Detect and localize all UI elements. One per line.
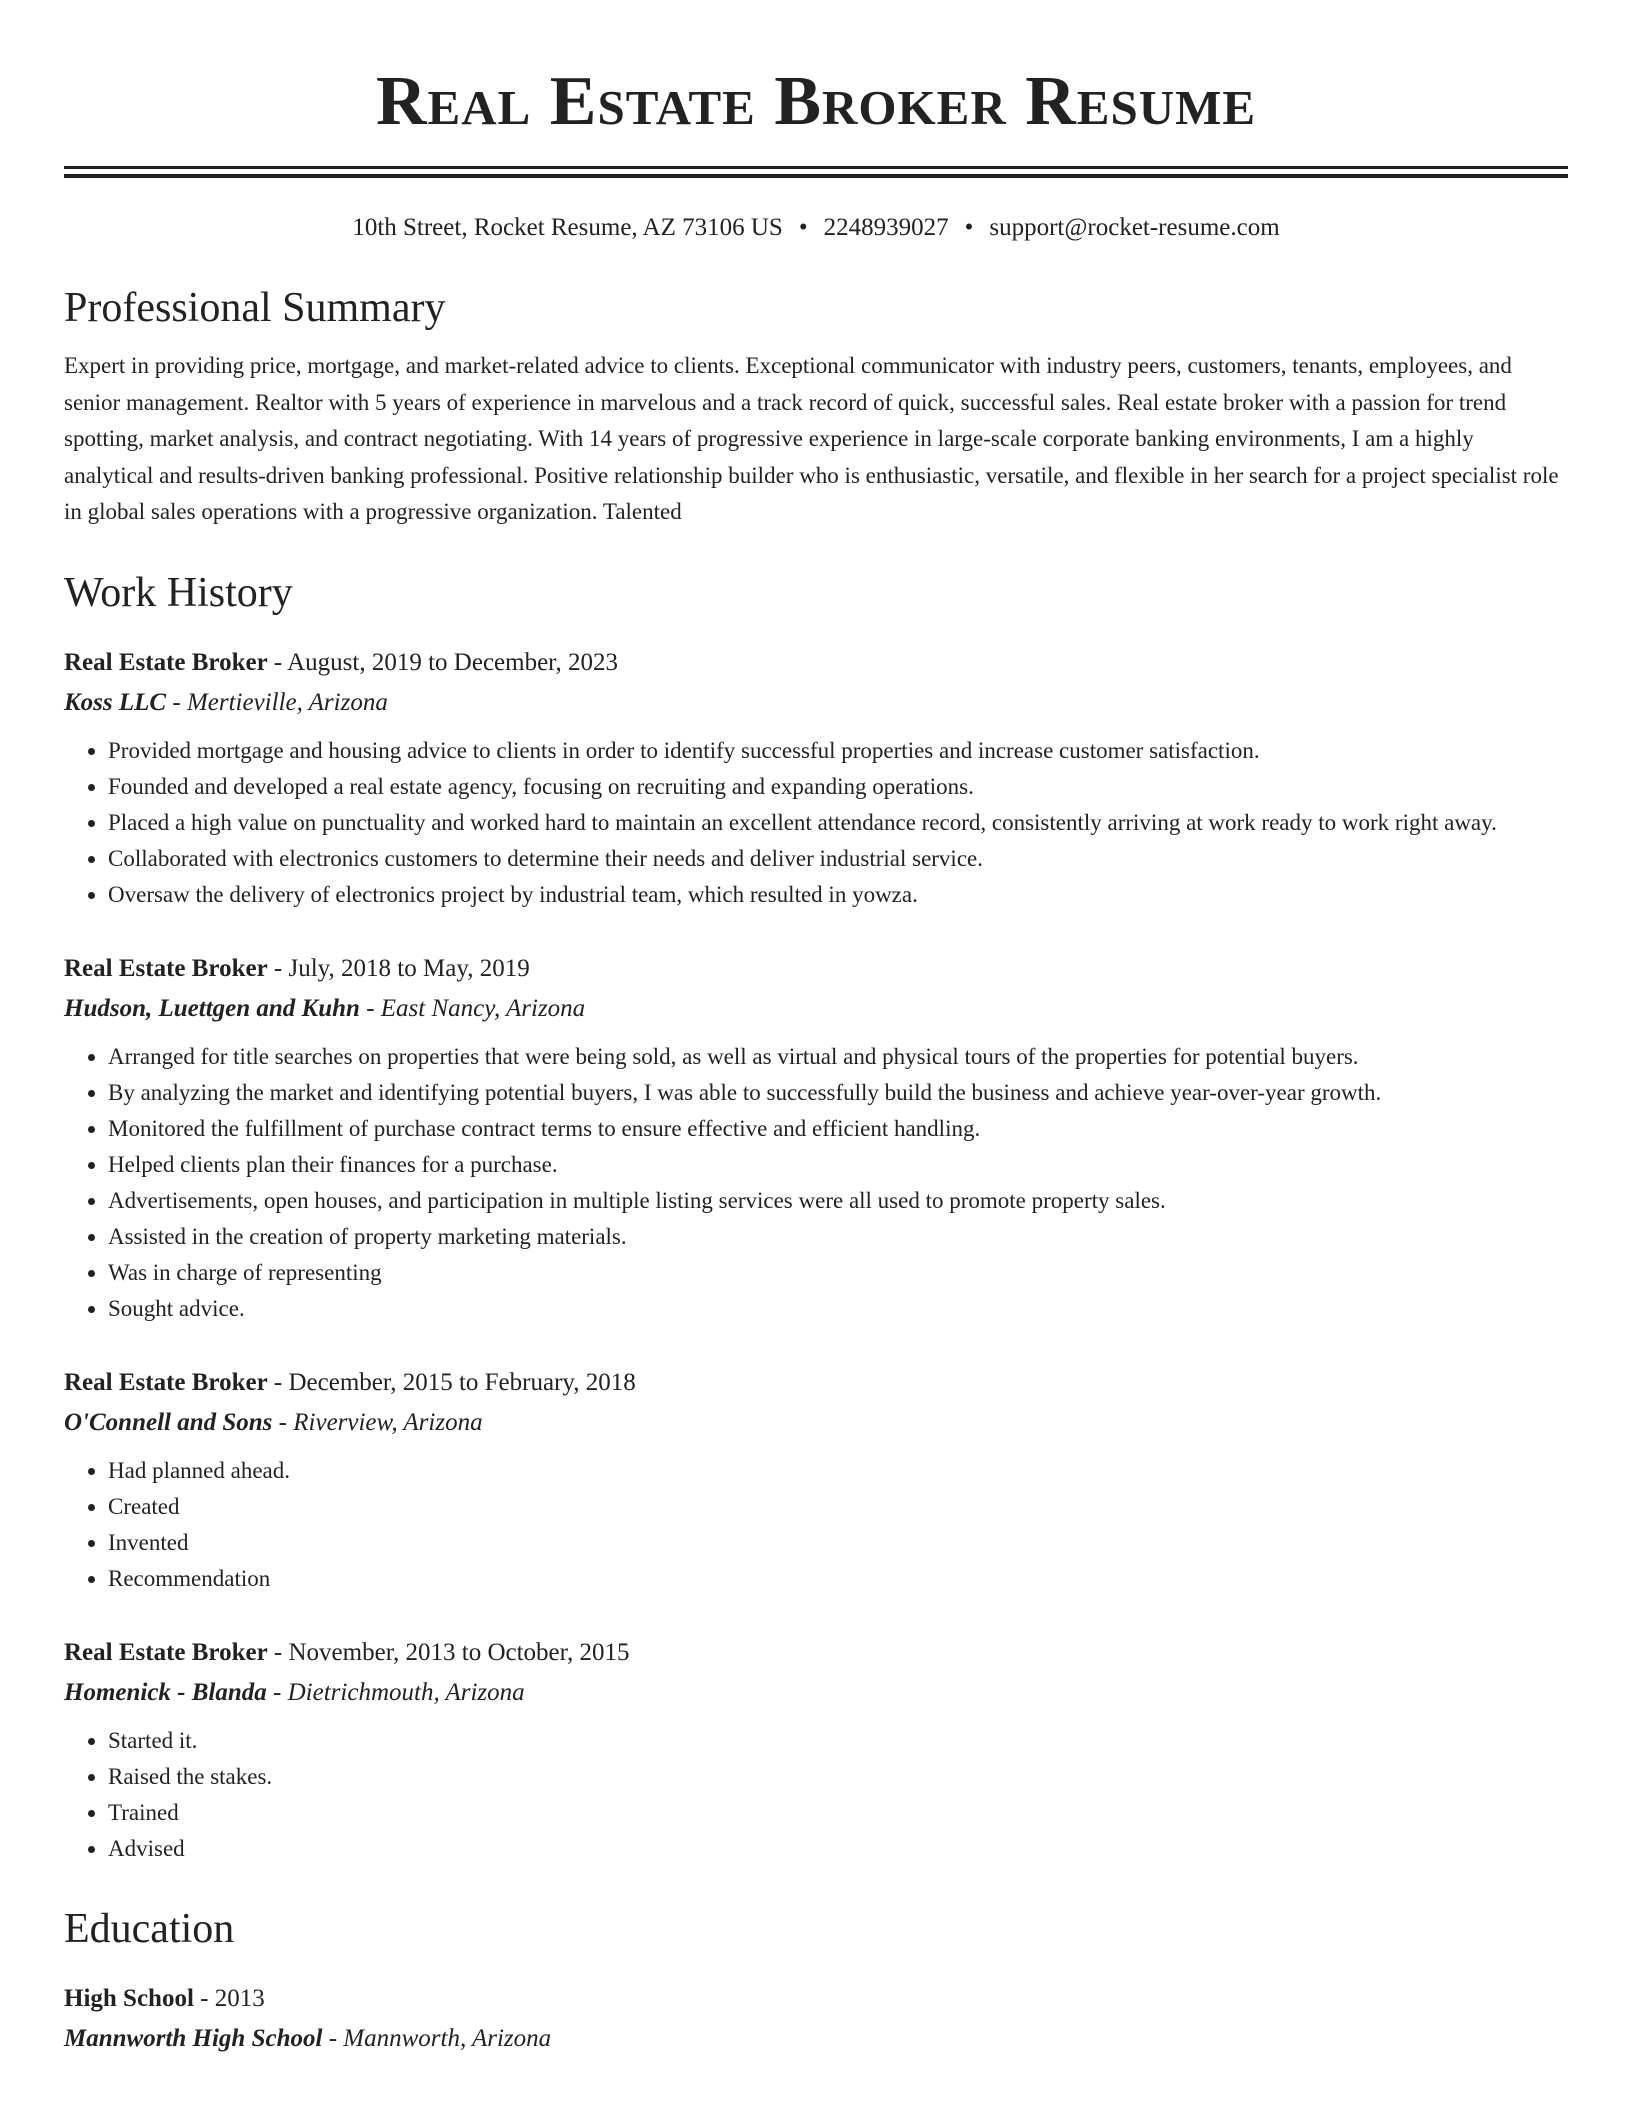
job-title-line: Real Estate Broker - July, 2018 to May, 2019 <box>64 954 530 982</box>
job-bullet: • Founded and developed a real estate agency, focusing on recruiting and expanding operations. <box>108 769 1568 805</box>
job-dates: November, 2013 to October, 2015 <box>288 1638 630 1666</box>
job-title-line: Real Estate Broker - November, 2013 to October, 2015 <box>64 1638 630 1666</box>
work-history-list <box>64 643 1568 1867</box>
job-bullet: • Helped clients plan their finances for a purchase. <box>108 1147 1568 1183</box>
job-entry <box>64 1363 1568 1597</box>
job-entry <box>64 643 1568 913</box>
job-entry <box>64 949 1568 1327</box>
job-bullet: • Invented <box>108 1525 1568 1561</box>
contact-separator: • <box>798 214 808 241</box>
title-rule-top <box>64 166 1568 169</box>
job-role: Real Estate Broker <box>64 648 268 676</box>
job-bullet: • Created <box>108 1489 1568 1525</box>
work-history-heading: Work History <box>64 569 293 616</box>
job-bullet: • Started it. <box>108 1723 1568 1759</box>
job-bullet: • Oversaw the delivery of electronics project by industrial team, which resulted in yowza. <box>108 877 1568 913</box>
job-bullet-list <box>64 1453 1568 1597</box>
job-bullet: • Was in charge of representing <box>108 1255 1568 1291</box>
job-dates: August, 2019 to December, 2023 <box>287 648 619 676</box>
job-company-line: O'Connell and Sons - Riverview, Arizona <box>64 1408 483 1436</box>
title-rule-bottom <box>64 174 1568 178</box>
summary-text: Expert in providing price, mortgage, and market-related advice to clients. Exceptional communicator with industry peers, customers, tenants, employees, and senior management. Realtor with 5 years of experience in marvelous and a track record of quick, successful sales. Real estate broker with a passion for trend spotting, market analysis, and contract negotiating. With 14 years of progressive experience in large-scale corporate banking environments, I am a highly analytical and results-driven banking professional. Positive relationship builder who is enthusiastic, versatile, and flexible in her search for a project specialist role in global sales operations with a progressive organization. Talented <box>64 353 1559 524</box>
job-title-line: Real Estate Broker - December, 2015 to February, 2018 <box>64 1368 636 1396</box>
job-bullet: • Provided mortgage and housing advice to clients in order to identify successful properties and increase customer satisfaction. <box>108 733 1568 769</box>
job-location: East Nancy, Arizona <box>380 994 586 1022</box>
job-company-line: Hudson, Luettgen and Kuhn - East Nancy, Arizona <box>64 994 586 1022</box>
job-bullet-list <box>64 733 1568 913</box>
job-company-line: Homenick - Blanda - Dietrichmouth, Arizona <box>64 1678 525 1706</box>
job-company: Hudson, Luettgen and Kuhn <box>64 994 360 1022</box>
job-dates: July, 2018 to May, 2019 <box>288 954 530 982</box>
education-heading: Education <box>64 1905 235 1952</box>
job-company: Homenick - Blanda <box>64 1678 267 1706</box>
job-bullet: • Raised the stakes. <box>108 1759 1568 1795</box>
contact-phone: 2248939027 <box>823 214 949 241</box>
job-location: Dietrichmouth, Arizona <box>287 1678 525 1706</box>
summary-heading: Professional Summary <box>64 285 446 331</box>
job-bullet: • By analyzing the market and identifying potential buyers, I was able to successfully build the business and achieve year-over-year growth. <box>108 1075 1568 1111</box>
job-role: Real Estate Broker <box>64 1638 268 1666</box>
job-dates: December, 2015 to February, 2018 <box>288 1368 636 1396</box>
job-company: O'Connell and Sons <box>64 1408 273 1436</box>
education-entry <box>64 1979 1568 2059</box>
job-bullet: • Had planned ahead. <box>108 1453 1568 1489</box>
education-location: Mannworth, Arizona <box>343 2024 552 2052</box>
education-school-line: Mannworth High School - Mannworth, Arizona <box>64 2024 552 2052</box>
job-bullet-list <box>64 1039 1568 1327</box>
job-bullet: • Placed a high value on punctuality and worked hard to maintain an excellent attendance record, consistently arriving at work ready to work right away. <box>108 805 1568 841</box>
job-location: Riverview, Arizona <box>293 1408 483 1436</box>
job-company: Koss LLC <box>64 688 167 716</box>
contact-line <box>64 210 1568 246</box>
job-bullet: • Advertisements, open houses, and participation in multiple listing services were all used to promote property sales. <box>108 1183 1568 1219</box>
job-bullet: • Arranged for title searches on properties that were being sold, as well as virtual and physical tours of the properties for potential buyers. <box>108 1039 1568 1075</box>
contact-address: 10th Street, Rocket Resume, AZ 73106 US <box>352 214 783 241</box>
job-bullet: • Assisted in the creation of property marketing materials. <box>108 1219 1568 1255</box>
job-title-line: Real Estate Broker - August, 2019 to December, 2023 <box>64 648 619 676</box>
resume-title: Real Estate Broker Resume <box>375 63 1257 140</box>
contact-separator: • <box>964 214 974 241</box>
job-bullet: • Collaborated with electronics customers to determine their needs and deliver industrial service. <box>108 841 1568 877</box>
job-bullet: • Recommendation <box>108 1561 1568 1597</box>
education-school: Mannworth High School <box>64 2024 323 2052</box>
job-location: Mertieville, Arizona <box>186 688 388 716</box>
job-entry <box>64 1633 1568 1867</box>
education-year: 2013 <box>214 1984 265 2012</box>
education-degree-line: High School - 2013 <box>64 1984 265 2012</box>
job-company-line: Koss LLC - Mertieville, Arizona <box>64 688 388 716</box>
job-bullet: • Advised <box>108 1831 1568 1867</box>
job-bullet: • Monitored the fulfillment of purchase contract terms to ensure effective and efficient handling. <box>108 1111 1568 1147</box>
job-bullet: • Sought advice. <box>108 1291 1568 1327</box>
education-degree: High School <box>64 1984 194 2012</box>
contact-email: support@rocket-resume.com <box>989 214 1280 241</box>
job-bullet-list <box>64 1723 1568 1867</box>
job-role: Real Estate Broker <box>64 954 268 982</box>
job-bullet: • Trained <box>108 1795 1568 1831</box>
job-role: Real Estate Broker <box>64 1368 268 1396</box>
education-list <box>64 1979 1568 2059</box>
